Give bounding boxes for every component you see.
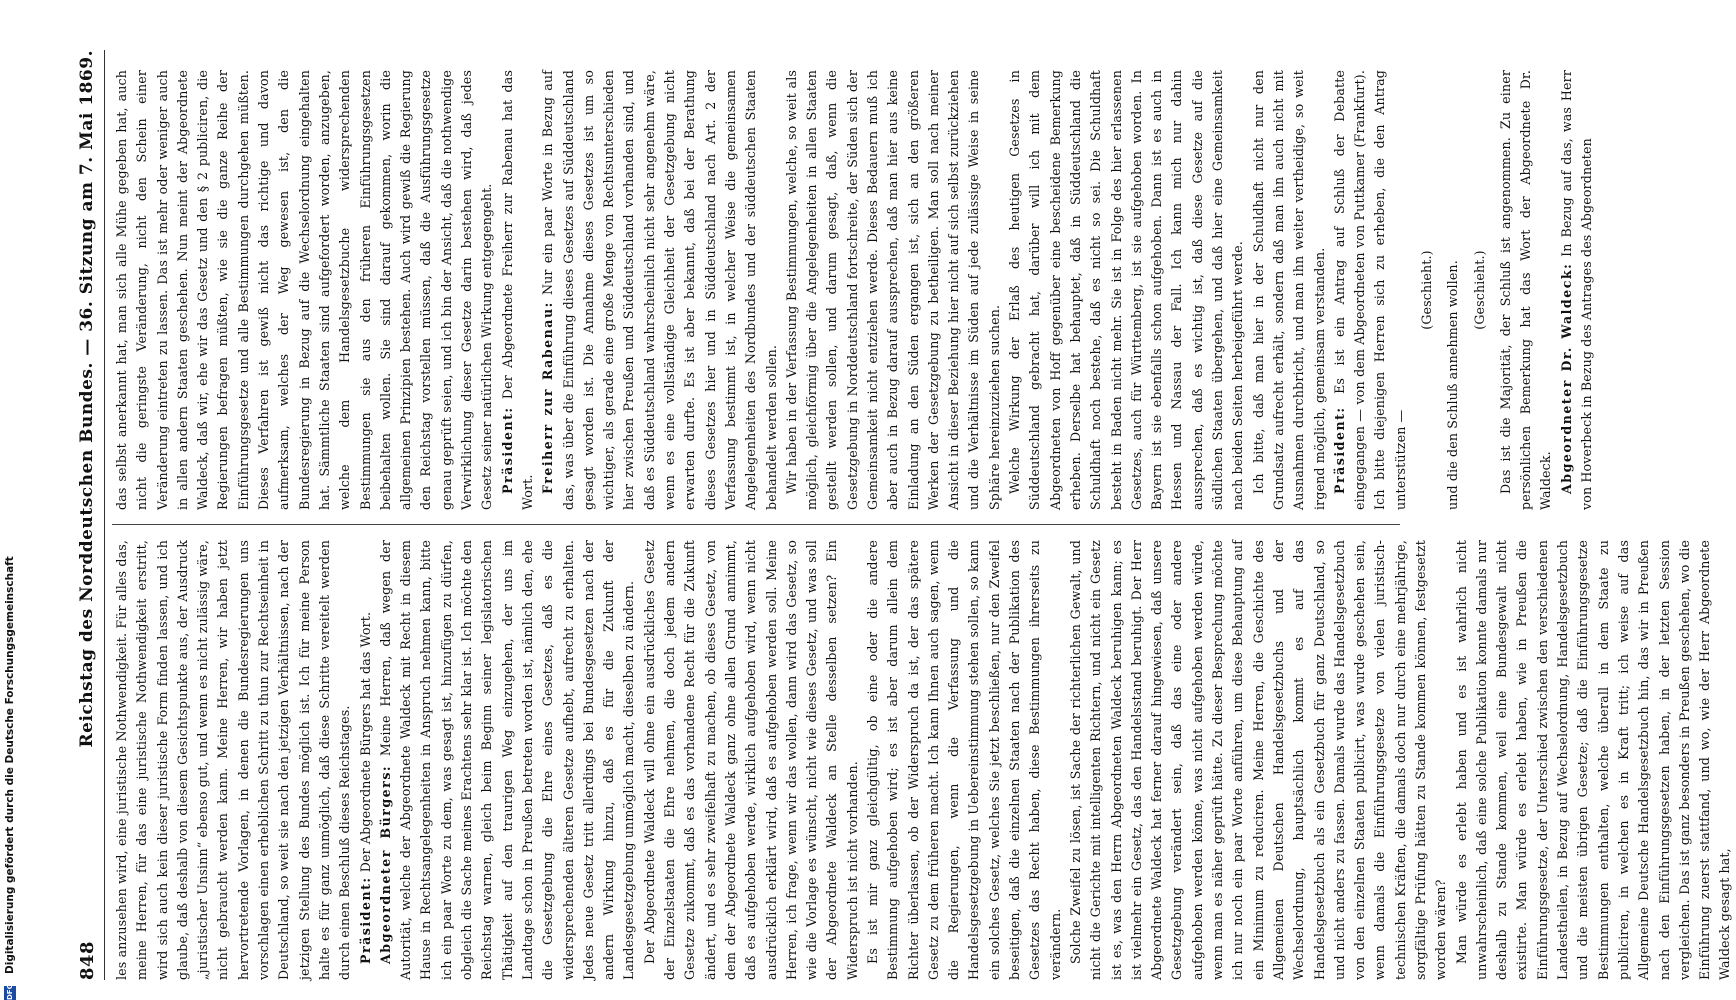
page-number: 848 bbox=[76, 940, 98, 980]
digitization-note bbox=[3, 0, 17, 1000]
page-header bbox=[70, 50, 105, 980]
speaker-name: Abgeordneter Dr. Waldeck: bbox=[1558, 262, 1574, 494]
document-page bbox=[70, 50, 1733, 980]
paragraph bbox=[1249, 70, 1330, 510]
paragraph-text: und die den Schluß annehmen wollen. bbox=[1445, 260, 1461, 510]
speaker-name: Präsident: bbox=[499, 406, 515, 494]
speaker-name: Freiherr zur Rabenau: bbox=[540, 301, 556, 494]
paragraph bbox=[112, 70, 498, 510]
text-columns bbox=[112, 50, 1733, 980]
paragraph bbox=[112, 540, 356, 980]
paragraph-text: Der Abgeordnete Bürgers hat das Wort. bbox=[357, 611, 373, 873]
right-column bbox=[112, 69, 1595, 510]
paragraph-text: les anzusehen wird, eine juristische Nothwendigkeit. Für alles das, meine Herren, für das eine juristische Nothwendigkeit erstritt, wird sich auch kein dieser juristische Form finden lassen, und ich glaube, daß deshalb von diesem Gesichtspunkte aus, der Ausdruck „juristischer Unsinn“ ebenso gut, und wenn es nicht zulässig wäre, nicht gebraucht werden kann. Meine Herren, wir haben jetzt hervortretende Vorlagen, in denen die Bundesregierungen uns vorschlagen einen erheblichen Schritt zu thun zur Rechtseinheit in Deutschland, so weit sie nach den jetzigen Verhältnissen, nach der jetzigen Stellung des Bundes möglich ist. Ich für meine Person halte es für ganz unmöglich, daß diese Schritte vereitelt werden durch einen Beschluß dieses Reichstages. bbox=[114, 540, 353, 980]
paragraph-text: Das ist die Majorität, der Schluß ist angenommen. Zu einer persönlichen Bemerkung hat das Wort der Abgeordnete Dr. Waldeck. bbox=[1497, 70, 1554, 510]
paragraph-text: Es ist ein Antrag auf Schluß der Debatte eingegangen — von dem Abgeordneten von Puttkamer (Frankfurt). Ich bitte diejenigen Herren sich zu erheben, die den Antrag unterstützen — bbox=[1331, 69, 1408, 510]
paragraph-text: Solche Zweifel zu lösen, ist Sache der richterlichen Gewalt, und nicht die Gerichte mit intelligenten Richtern, und nicht ein Gesetz ist es, was den Herrn Abgeordneten Waldeck beruhigen kann; es ist vielmehr ein Gesetz, das den Handelsstand beruhigt. Der Herr Abgeordnete Waldeck hat ferner darauf hingewiesen, daß unsere Gesetzgebung verändert sein, daß das eine oder andere aufgehoben werden könne, was nicht aufgehoben werden würde, wenn man es näher geprüft hätte. Zu dieser Besprechung möchte ich nur noch ein paar Worte anführen, um diese Behauptung auf ein Minimum zu reduciren. Meine Herren, die Geschichte des Allgemeinen Deutschen Handelsgesetzbuchs und der Wechselordnung, hauptsächlich kommt es auf das Handelsgesetzbuch als ein Gesetzbuch für ganz Deutschland, so und nicht anders zu fassen. Damals wurde das Handelsgesetzbuch von den einzelnen Staaten publicirt, was wurde geschehen sein, wenn damals die Einführungsgesetze von vielen juristisch-technischen Kräften, die damals doch nur durch eine mehrjährige, sorgfältige Prüfung hätten zu Stande kommen können, festgesetzt worden wären? bbox=[1067, 540, 1449, 980]
speaker-name: Abgeordneter Bürgers: bbox=[377, 764, 393, 964]
paragraph bbox=[863, 540, 1066, 980]
paragraph bbox=[1005, 70, 1249, 510]
paragraph-text: Der Abgeordnete Waldeck will ohne ein ausdrückliches Gesetz der Einzelstaaten die Ehre nehmen, die doch jedem andern Gesetze zukommt, daß es das vorhandene Recht für die Zukunft ändert, und es sehr zweifelhaft zu machen, ob dieses Gesetz, von dem der Abgeordnete Waldeck ganz ohne allen Grund annimmt, daß es aufgehoben werde, wirklich aufgehoben wird, wenn nicht ausdrücklich erklärt wird, daß es aufgehoben werden soll. Meine Herren, ich frage, wenn wir das wollen, dann wird das Gesetz, so wie die Vorlage es wünscht, nicht wie dieses Gesetz, und was soll der Abgeordnete Waldeck an Stelle desselben setzen? Ein Widerspruch ist nicht vorhanden. bbox=[641, 540, 860, 980]
column-divider bbox=[112, 524, 1400, 525]
dfg-logo-icon: DFG bbox=[6, 983, 14, 1000]
stage-direction: (Geschieht.) bbox=[1471, 250, 1487, 330]
stage-direction: (Geschieht.) bbox=[1419, 250, 1434, 330]
paragraph bbox=[1443, 70, 1463, 510]
paragraph bbox=[498, 70, 539, 510]
paragraph bbox=[1452, 540, 1736, 980]
paragraph-text: In Bezug auf das, was Herr von Hoverbeck in Bezug des Antrages des Abgeordneten bbox=[1558, 70, 1595, 510]
digitization-note-text: Digitalisierung gefördert durch die Deutsche Forschungsgemeinschaft bbox=[4, 556, 16, 974]
paragraph bbox=[1557, 70, 1598, 510]
paragraph bbox=[538, 70, 782, 510]
paragraph bbox=[376, 540, 640, 980]
paragraph bbox=[1066, 540, 1452, 980]
page-title: Reichstag des Norddeutschen Bundes. — 36. Sitzung am 7. Mai 1869. bbox=[77, 50, 97, 748]
paragraph-text: das selbst anerkannt hat, man sich alle Mühe gegeben hat, auch nicht die geringste Veränderung, nicht den Schein einer Veränderung eintreten zu lassen. Das ist mehr oder weniger auch in allen andern Staaten geschehen. Nun meint der Abgeordnete Waldeck, daß wir, ehe wir das Gesetz und den § 2 publiciren, die Regierungen befragen müßten, wie sie die ganze Reihe der Einführungsgesetze und alle Bestimmungen durchgehen müßten. Dieses Verfahren ist gewiß nicht das richtige und davon aufmerksam, welches der Weg gewesen ist, den die Bundesregierung in Bezug auf die Wechselordnung eingehalten hat. Sämmtliche Staaten sind aufgefordert worden, anzugeben, welche dem Handelsgesetzbuche widersprechenden Bestimmungen sie aus den früheren Einführungsgesetzen beibehalten wollen. Sie sind darauf gekommen, worin die allgemeinen Prinzipien bestehen. Auch wird gewiß die Regierung den Reichstag vorstellen müssen, daß die Ausführungsgesetze genau geprüft seien, und ich bin der Ansicht, daß die nothwendige Verwirklichung dieser Gesetze darin bestehen wird, daß jedes Gesetz seiner natürlichen Wirkung entgegengeht. bbox=[114, 70, 495, 510]
paragraph bbox=[782, 70, 1005, 510]
paragraph-text: Welche Wirkung der Erlaß des heutigen Gesetzes in Süddeutschland gebracht hat, darüber will ich mit dem Abgeordneten von Hoff gegenüber eine bescheidene Bemerkung erheben. Derselbe hat behauptet, daß in Süddeutschland die Schuldhaft noch bestehe, daß es nicht so sei. Die Schuldhaft besteht in Baden nicht mehr. Sie ist in Folge des hier erlassenen Gesetzes, auch für Württemberg, ist sie aufgehoben worden. In Bayern ist sie ebenfalls schon aufgehoben. Dann ist es auch in Hessen und Nassau der Fall. Ich kann mich nur dahin aussprechen, daß es wichtig ist, daß diese Gesetze auf die südlichen Staaten übergehen, und daß hier eine Gemeinsamkeit nach beiden Seiten herbeigeführt werde. bbox=[1007, 70, 1246, 510]
paragraph bbox=[356, 540, 376, 980]
paragraph-text: Der Abgeordnete Freiherr zur Rabenau hat das Wort. bbox=[499, 69, 535, 510]
left-column bbox=[112, 540, 1733, 980]
paragraph-text: Nur ein paar Worte in Bezug auf das, was über die Einführung dieses Gesetzes auf Süddeutschland gesagt worden ist. Die Annahme dieses Gesetzes ist um so wichtiger, als gerade eine große Menge von Rechtsunterschieden hier zwischen Preußen und Süddeutschland vorhanden sind, und daß es Süddeutschland wahrscheinlich nicht sehr angenehm wäre, wenn es eine vollständige Gleichheit der Gesetzgebung nicht erwarten durfte. Es ist aber bekannt, daß bei der Berathung dieses Gesetzes hier und in Süddeutschland nach Art. 2 der Verfassung bestimmt ist, in welcher Weise die gemeinsamen Angelegenheiten des Nordbundes und der süddeutschen Staaten behandelt werden sollen. bbox=[540, 70, 779, 510]
paragraph bbox=[1496, 70, 1557, 510]
speaker-name: Präsident: bbox=[1331, 406, 1347, 494]
paragraph bbox=[1330, 70, 1411, 510]
paragraph-text: Man würde es erlebt haben und es ist wahrlich nicht unwahrscheinlich, daß eine solche Publikation konnte damals nur deshalb zu Stande kommen, weil eine Bundesgewalt nicht existirte. Man würde es erlebt haben, wie in Preußen die Einführungsgesetze, der Unterschied zwischen den verschiedenen Landestheilen, in Bezug auf Wechselordnung, Handelsgesetzbuch und die meisten übrigen Gesetze; daß die Einführungsgesetze Bestimmungen enthalten, welche überall in dem Staate zu publiciren, in welchen es in Kraft tritt; ich weise auf das Allgemeine Deutsche Handelsgesetzbuch hin, das wir in Preußen nach den Einführungsgesetzen haben, in der letzten Session vergleichen. Das ist ganz besonders in Preußen geschehen, wo die Einführung zuerst stattfand, und wo, wie der Herr Abgeordnete Waldeck gesagt hat, bbox=[1453, 540, 1733, 980]
paragraph-text: Ich bitte, daß man hier in der Schuldhaft nicht nur den Grundsatz aufrecht erhält, sondern daß man ihn auch nicht mit Ausnahmen durchbricht, und man ihn weiter vertheidige, so weit irgend möglich, gemeinsam verstanden. bbox=[1250, 70, 1327, 510]
paragraph-text: Es ist mir ganz gleichgültig, ob eine oder die andere Bestimmung aufgehoben wird; es ist aber darum allein dem Richter überlassen, ob der Widerspruch da ist, der das spätere Gesetz zu dem früheren macht. Ich kann Ihnen auch sagen, wenn die Regierungen, wenn die Verfassung und die Handelsgesetzgebung in Uebereinstimmung stehen sollen, so kann ein solches Gesetz, welches Sie jetzt beschließen, nur den Zweifel beseitigen, daß die einzelnen Staaten nach der Publikation des Gesetzes das Recht haben, diese Bestimmungen ihrerseits zu verändern. bbox=[864, 540, 1063, 980]
speaker-name: Präsident: bbox=[357, 876, 373, 964]
paragraph bbox=[640, 540, 863, 980]
paragraph-text: Meine Herren, daß wegen der Autorität, welche der Abgeordnete Waldeck mit Recht in diesem Hause in Rechtsangelegenheiten in Anspruch nehmen kann, bitte ich ein paar Worte zu dem, was gesagt ist, hinzufügen zu dürfen, obgleich die Sache meines Erachtens sehr klar ist. Ich möchte den Reichstag warnen, gleich beim Beginn seiner legislatorischen Thätigkeit auf den traurigen Weg einzugehen, der uns im Landtage schon in Preußen betreten worden ist, nämlich den, ehe die Gesetzgebung die Ehre eines Gesetzes, daß es die widersprechenden älteren Gesetze aufhebt, aufrecht zu erhalten. Jedes neue Gesetz tritt allerdings bei Bundesgesetzen nach der andern Wirkung hinzu, daß es für die Zukunft der Landesgesetzgebung unmöglich macht, dieselben zu ändern. bbox=[377, 540, 637, 980]
paragraph-text: Wir haben in der Verfassung Bestimmungen, welche, so weit als möglich, gleichförmig über die Angelegenheiten in allen Staaten gestellt werden sollen, und darum gesagt, daß, wenn die Gesetzgebung in Norddeutschland fortschreite, der Süden sich der Gemeinsamkeit nicht entziehen werde. Dieses Bedauern muß ich aber auch in Bezug darauf aussprechen, daß man hier aus keine Einladung an den Süden ergangen ist, sich an den größeren Werken der Gesetzgebung zu betheiligen. Man soll nach meiner Ansicht in dieser Beziehung hier nicht auf sich selbst zurückziehen und die Verhältnisse im Süden auf jede zulässige Weise in seine Sphäre hereinzuziehen suchen. bbox=[783, 70, 1002, 510]
